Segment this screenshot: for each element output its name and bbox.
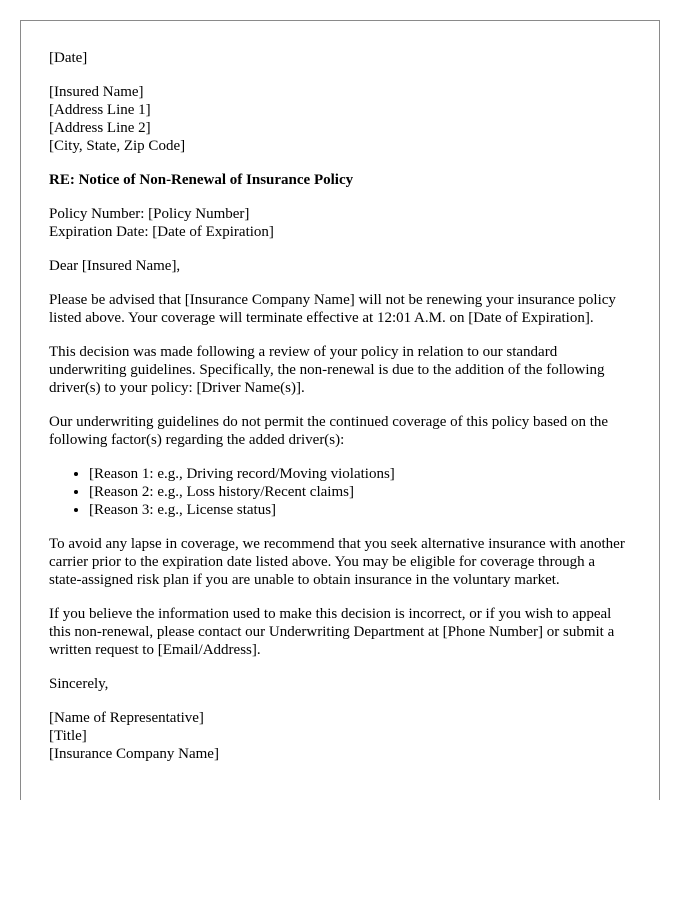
paragraph-non-renewal-notice: Please be advised that [Insurance Company Name] will not be renewing your insurance policy listed above. Your coverage will terminate effective at 12:01 A.M. on [Date of Expiration]. <box>49 292 616 326</box>
letter-subject: RE: Notice of Non-Renewal of Insurance Policy <box>49 172 354 188</box>
reasons-list <box>49 465 631 519</box>
closing: Sincerely, <box>49 676 109 692</box>
recipient-name: [Insured Name] <box>49 84 144 100</box>
signature-name: [Name of Representative] <box>49 710 204 726</box>
paragraph-guidelines: Our underwriting guidelines do not permit the continued coverage of this policy based on the following factor(s) regarding the added driver(s): <box>49 414 609 448</box>
signature-title: [Title] <box>49 728 87 744</box>
reason-item: • [Reason 1: e.g., Driving record/Moving violations] <box>89 465 631 483</box>
recipient-address-line-2: [Address Line 2] <box>49 120 151 136</box>
signature-block <box>49 709 631 763</box>
signature-company: [Insurance Company Name] <box>49 746 219 762</box>
reason-item: • [Reason 3: e.g., License status] <box>89 501 631 519</box>
paragraph-alternative-coverage: To avoid any lapse in coverage, we recommend that you seek alternative insurance with another carrier prior to the expiration date listed above. You may be eligible for coverage through a state-assigned risk plan if you are unable to obtain insurance in the voluntary market. <box>49 536 625 588</box>
policy-number: Policy Number: [Policy Number] <box>49 206 250 222</box>
reason-item: • [Reason 2: e.g., Loss history/Recent claims] <box>89 483 631 501</box>
salutation: Dear [Insured Name], <box>49 258 181 274</box>
letter-date: [Date] <box>49 50 88 66</box>
recipient-address-line-1: [Address Line 1] <box>49 102 151 118</box>
paragraph-appeal: If you believe the information used to make this decision is incorrect, or if you wish to appeal this non-renewal, please contact our Underwriting Department at [Phone Number] or submit a written request to [Email/Address]. <box>49 606 615 658</box>
expiration-date: Expiration Date: [Date of Expiration] <box>49 224 274 240</box>
recipient-address-block <box>49 83 631 155</box>
policy-details <box>49 205 631 241</box>
paragraph-decision-reason: This decision was made following a review of your policy in relation to our standard underwriting guidelines. Specifically, the non-renewal is due to the addition of the following driver(s) to your policy: [Driver Name(s)]. <box>49 344 605 396</box>
letter-document <box>20 20 660 800</box>
recipient-city-state-zip: [City, State, Zip Code] <box>49 138 186 154</box>
